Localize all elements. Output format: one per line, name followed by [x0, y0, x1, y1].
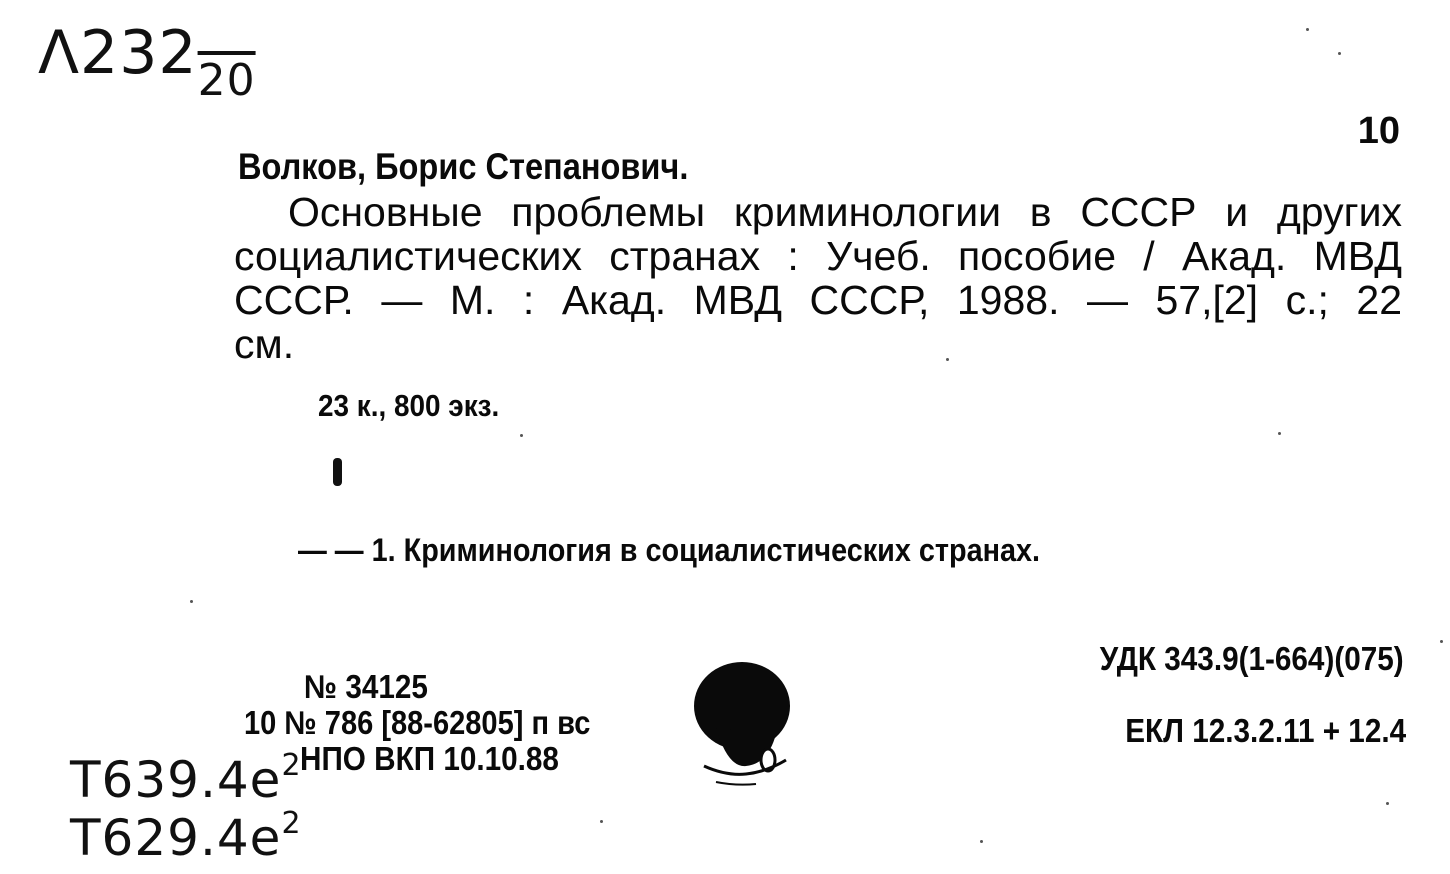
paper-speck — [1440, 640, 1443, 643]
entry-line: см. — [234, 321, 295, 367]
paper-speck — [1386, 802, 1389, 805]
entry-line: социалистических странах : Учеб. пособие / Акад. МВД — [234, 233, 1402, 279]
entry-line: Основные проблемы криминологии в СССР и других — [288, 189, 1402, 235]
paper-speck — [980, 840, 983, 843]
signature-2-superscript: 2 — [281, 806, 302, 841]
bullet-mark — [333, 458, 342, 486]
entry-line: СССР. — М. : Акад. МВД СССР, 1988. — 57,[2] с.; 22 — [234, 277, 1402, 323]
card-number: 10 — [1357, 110, 1400, 152]
signature-1-superscript: 2 — [281, 748, 302, 783]
handwritten-shelf-mark — [38, 18, 256, 106]
price-and-print-run: 23 к., 800 экз. — [318, 388, 500, 423]
ekl-classification: ЕКЛ 12.3.2.11 + 12.4 — [1125, 712, 1406, 749]
author-heading: Волков, Борис Степанович. — [238, 146, 689, 187]
shelf-mark-subscript: 20 — [197, 55, 256, 106]
handwritten-signature-1 — [70, 748, 302, 816]
subject-heading: — — 1. Криминология в социалистических странах. — [298, 532, 1041, 568]
paper-speck — [1306, 28, 1309, 31]
signature-2-text: Т629.4е — [70, 809, 282, 867]
print-order-line: 10 № 786 [88-62805] п вс — [244, 704, 591, 741]
paper-speck — [946, 358, 949, 361]
paper-speck — [1278, 432, 1281, 435]
paper-speck — [190, 600, 193, 603]
shelf-mark-main: Λ232 — [38, 18, 198, 88]
paper-speck — [1338, 52, 1341, 55]
bibliographic-entry — [234, 190, 1402, 366]
handwritten-signature-2 — [70, 806, 302, 874]
paper-speck — [520, 434, 523, 437]
producer-line: НПО ВКП 10.10.88 — [300, 740, 559, 777]
record-number: № 34125 — [304, 668, 428, 705]
paper-speck — [600, 820, 603, 823]
signature-1-text: Т639.4е — [70, 751, 282, 809]
udk-classification: УДК 343.9(1-664)(075) — [1100, 640, 1404, 677]
ink-stamp-blot — [676, 648, 806, 798]
